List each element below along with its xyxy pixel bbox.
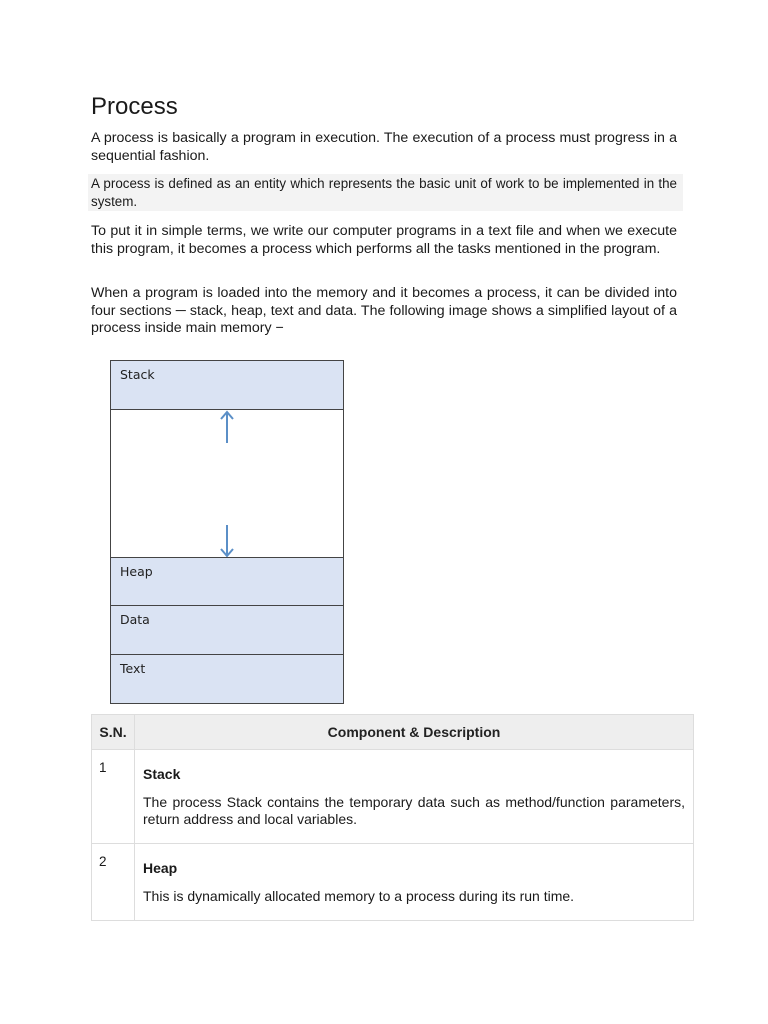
row-sn: 1 [92,750,135,844]
simple-terms-paragraph: To put it in simple terms, we write our computer programs in a text file and when we execute this program, it becomes a process which performs all the tasks mentioned in the program. [91,223,677,257]
arrow-down-icon [217,523,237,559]
row-content [135,844,694,921]
arrow-up-icon [217,409,237,445]
table-row [92,750,694,844]
stack-segment: Stack [111,361,343,410]
heap-segment: Heap [111,557,343,606]
memory-sections-paragraph: When a program is loaded into the memory and it becomes a process, it can be divided into four sections ─ stack, heap, text and data. The following image shows a simplified layout of a process inside main memory − [91,285,677,337]
sn-header: S.N. [92,715,135,750]
table-header-row [92,715,694,750]
row-title: Heap [143,860,178,876]
definition-paragraph: A process is defined as an entity which represents the basic unit of work to be implemented in the system. [88,174,683,211]
components-table [91,714,694,921]
row-title: Stack [143,766,181,782]
row-description: The process Stack contains the temporary data such as method/function parameters, return address and local variables. [143,793,685,827]
row-sn: 2 [92,844,135,921]
data-segment: Data [111,606,343,655]
table-row [92,844,694,921]
process-memory-diagram [110,360,344,704]
row-description: This is dynamically allocated memory to a process during its run time. [143,887,575,904]
component-header: Component & Description [135,715,694,750]
page-title: Process [91,93,178,120]
intro-paragraph: A process is basically a program in execution. The execution of a process must progress in a sequential fashion. [91,130,677,164]
row-content [135,750,694,844]
text-segment: Text [111,655,343,703]
